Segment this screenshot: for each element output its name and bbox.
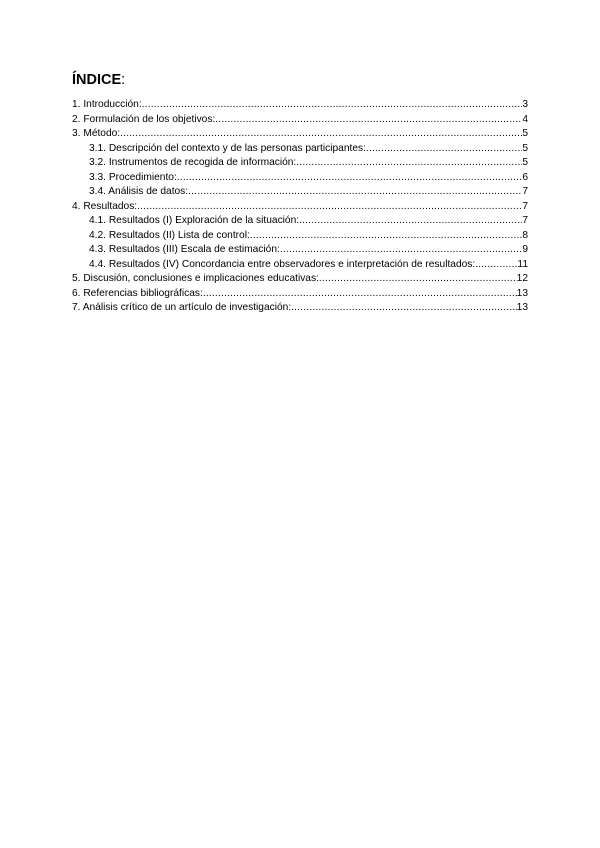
toc-entry-page-number: 11 [517, 258, 528, 270]
toc-entry-title: 4.3. Resultados (III) Escala de estimación: [89, 244, 280, 255]
toc-entry-title: 3.4. Análisis de datos: [89, 186, 189, 197]
toc-heading [72, 71, 125, 89]
toc-entry-title: 3.1. Descripción del contexto y de las personas participantes: [89, 142, 366, 154]
toc-entry-title: 4.1. Resultados (I) Exploración de la situación: [89, 215, 300, 226]
toc-dot-leader [280, 243, 523, 258]
toc-entry[interactable] [72, 171, 528, 186]
toc-entry-page-number: 12 [516, 273, 528, 284]
toc-heading-text: ÍNDICE [72, 72, 122, 88]
toc-entry[interactable] [72, 243, 528, 258]
toc-entry-page-number: 9 [522, 244, 528, 255]
toc-entry-title: 7. Análisis crítico de un artículo de investigación: [72, 302, 292, 313]
toc-entry-page-number: 5 [522, 157, 528, 168]
toc-dot-leader [142, 98, 523, 113]
toc-entry-page-number: 13 [516, 287, 528, 299]
toc-entry-title: 3.2. Instrumentos de recogida de información: [89, 157, 297, 168]
toc-entry-title: 4.4. Resultados (IV) Concordancia entre observadores e interpretación de resultados: [89, 258, 476, 270]
toc-dot-leader [291, 301, 517, 316]
toc-dot-leader [215, 113, 522, 128]
toc-entry[interactable] [72, 229, 528, 244]
toc-heading-colon: : [121, 72, 126, 88]
toc-entry[interactable] [72, 287, 528, 302]
toc-entry[interactable] [72, 156, 528, 171]
table-of-contents [72, 98, 528, 316]
toc-entry-title: 5. Discusión, conclusiones e implicaciones educativas: [72, 273, 319, 284]
toc-dot-leader [299, 214, 522, 229]
toc-dot-leader [177, 171, 523, 186]
toc-dot-leader [203, 287, 517, 302]
toc-entry-page-number: 7 [522, 215, 528, 226]
toc-entry[interactable] [72, 98, 528, 113]
toc-entry[interactable] [72, 272, 528, 287]
toc-entry[interactable] [72, 185, 528, 200]
toc-entry-title: 4.2. Resultados (II) Lista de control: [89, 229, 250, 241]
toc-dot-leader [475, 258, 517, 273]
toc-entry-title: 4. Resultados: [72, 200, 138, 212]
toc-dot-leader [120, 127, 522, 142]
toc-entry-page-number: 4 [522, 113, 528, 125]
toc-entry-page-number: 5 [522, 128, 528, 139]
toc-entry-title: 3. Método: [72, 128, 121, 139]
toc-entry-title: 6. Referencias bibliográficas: [72, 287, 203, 299]
toc-entry-page-number: 7 [522, 186, 528, 197]
toc-entry[interactable] [72, 127, 528, 142]
toc-entry-page-number: 5 [522, 142, 528, 154]
toc-dot-leader [319, 272, 517, 287]
toc-dot-leader [250, 229, 523, 244]
toc-entry[interactable] [72, 142, 528, 157]
toc-entry-page-number: 3 [522, 99, 528, 110]
toc-entry-page-number: 7 [522, 200, 528, 212]
toc-entry-title: 1. Introducción: [72, 99, 142, 110]
toc-entry-title: 3.3. Procedimiento: [89, 171, 177, 183]
toc-dot-leader [188, 185, 522, 200]
toc-dot-leader [296, 156, 522, 171]
toc-entry-title: 2. Formulación de los objetivos: [72, 113, 216, 125]
toc-entry-page-number: 6 [522, 171, 528, 183]
toc-entry[interactable] [72, 113, 528, 128]
toc-dot-leader [137, 200, 522, 215]
toc-entry-page-number: 8 [522, 229, 528, 241]
toc-entry[interactable] [72, 301, 528, 316]
toc-dot-leader [366, 142, 522, 157]
toc-entry[interactable] [72, 258, 528, 273]
toc-entry[interactable] [72, 200, 528, 215]
toc-entry[interactable] [72, 214, 528, 229]
toc-entry-page-number: 13 [516, 302, 528, 313]
